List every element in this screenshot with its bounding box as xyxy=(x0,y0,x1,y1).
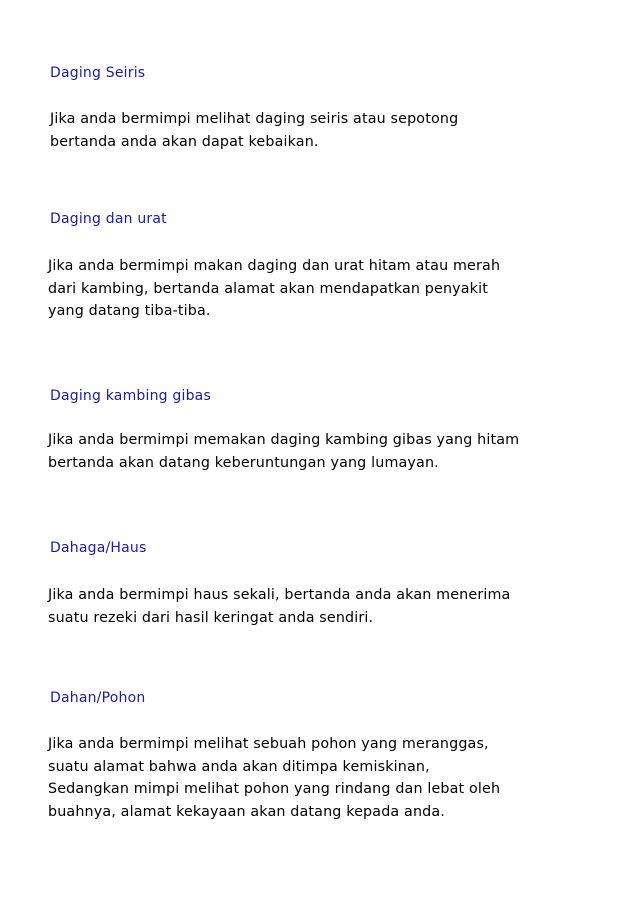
entry-text-line: bertanda anda akan dapat kebaikan. xyxy=(50,133,319,150)
entry-title: Dahan/Pohon xyxy=(50,690,146,706)
entry-text-line: bertanda akan datang keberuntungan yang lumayan. xyxy=(48,454,439,471)
entry-text-line: Jika anda bermimpi haus sekali, bertanda anda akan menerima xyxy=(48,587,511,603)
entry-text-line: Jika anda bermimpi melihat sebuah pohon yang meranggas, xyxy=(48,736,489,752)
entry-text-line: dari kambing, bertanda alamat akan mendapatkan penyakit xyxy=(48,280,488,297)
entry-title: Daging kambing gibas xyxy=(50,388,211,404)
entry-text-line: suatu rezeki dari hasil keringat anda sendiri. xyxy=(48,609,374,626)
entry-text-line: Jika anda bermimpi makan daging dan urat hitam atau merah xyxy=(48,258,501,274)
entry-text-line: buahnya, alamat kekayaan akan datang kepada anda. xyxy=(48,803,445,820)
entry-text-line: suatu alamat bahwa anda akan ditimpa kemiskinan, xyxy=(48,758,430,775)
entry-text-line: yang datang tiba-tiba. xyxy=(48,303,211,319)
entry-text-line: Jika anda bermimpi memakan daging kambing gibas yang hitam xyxy=(48,432,520,448)
entry-title: Daging Seiris xyxy=(50,65,146,81)
entry-text xyxy=(48,733,590,823)
entry-title: Dahaga/Haus xyxy=(50,540,147,556)
entry-text-line: Jika anda bermimpi melihat daging seiris atau sepotong xyxy=(50,111,459,127)
entry-dahan-pohon xyxy=(50,0,588,903)
entry-text-line: Sedangkan mimpi melihat pohon yang rindang dan lebat oleh xyxy=(48,781,501,797)
entry-title: Daging dan urat xyxy=(50,211,167,227)
